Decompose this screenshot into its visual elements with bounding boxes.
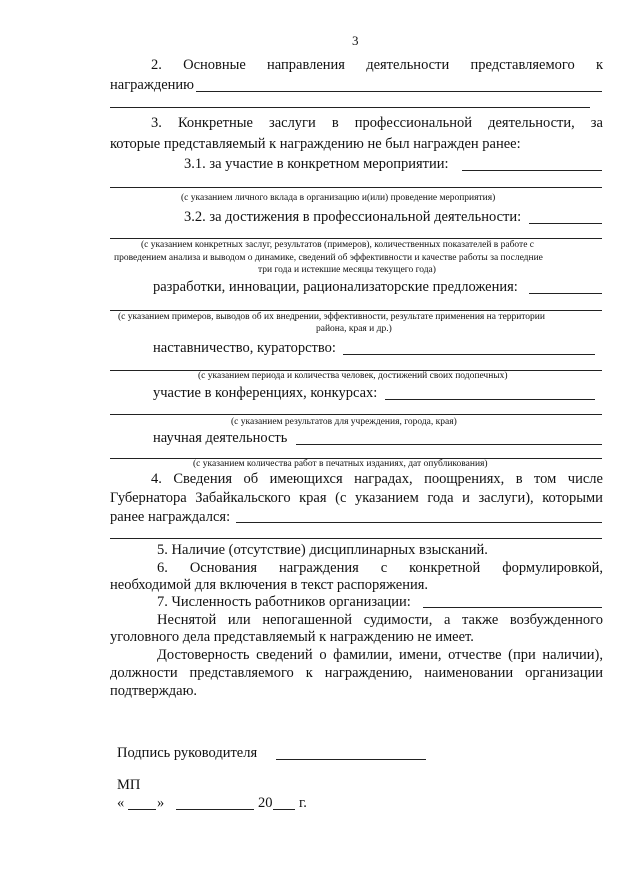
- conviction-word: или: [227, 612, 251, 628]
- section-4-continuation: ранее награждался:: [110, 509, 231, 525]
- section-4-word: том: [534, 471, 557, 487]
- section-6-word: формулировкой,: [502, 560, 603, 576]
- section-2-word: представляемого: [470, 57, 575, 73]
- section-4-answer-line[interactable]: [110, 538, 602, 539]
- section-3-word: в: [331, 115, 339, 131]
- item-research-label: научная деятельность: [153, 430, 288, 446]
- item-3-2-answer-line[interactable]: [529, 223, 602, 224]
- section-4-line: [151, 472, 603, 487]
- section-6-word: награждения: [278, 560, 359, 576]
- item-3-2-label: 3.2. за достижения в профессиональной деятельности:: [184, 209, 522, 225]
- section-4-number: 4.: [151, 471, 162, 487]
- section-4-word: Забайкальского: [195, 490, 291, 506]
- conviction-line: [157, 613, 603, 628]
- confirmation-word: сведений: [256, 647, 313, 663]
- confirmation-word: о: [319, 647, 327, 663]
- conviction-word: судимости,: [363, 612, 433, 628]
- section-6-word: Основания: [189, 560, 258, 576]
- item-conferences-label: участие в конференциях, конкурсах:: [153, 385, 378, 401]
- item-conferences-answer-line[interactable]: [110, 414, 602, 415]
- section-4-word: числе: [567, 471, 603, 487]
- section-7-answer-line[interactable]: [423, 607, 602, 608]
- item-mentoring-note: (с указанием периода и количества человек, достижений своих подопечных): [198, 371, 508, 381]
- item-innovations-answer-line[interactable]: [529, 293, 602, 294]
- item-3-2-note: (с указанием конкретных заслуг, результатов (примеров), количественных показателей в работе с: [141, 240, 535, 250]
- section-4-word: которыми: [542, 490, 603, 506]
- section-4-word: Губернатора: [110, 490, 187, 506]
- date-close-quote: »: [157, 795, 165, 811]
- section-6-number: 6.: [157, 560, 168, 576]
- item-innovations-label: разработки, инновации, рационализаторские предложения:: [153, 279, 518, 295]
- section-4-word: наградах,: [354, 471, 413, 487]
- item-conferences-note: (с указанием результатов для учреждения, города, края): [231, 417, 457, 427]
- section-4-word: указанием: [354, 490, 419, 506]
- confirmation-word: фамилии,: [333, 647, 393, 663]
- confirmation-word: организации: [525, 665, 603, 681]
- conviction-word: возбужденного: [509, 612, 603, 628]
- section-3-number: 3.: [151, 115, 162, 131]
- section-2-number: 2.: [151, 57, 162, 73]
- confirmation-word: наименовании: [424, 665, 514, 681]
- confirmation-word: отчестве: [448, 647, 502, 663]
- section-2-word: к: [595, 57, 603, 73]
- section-4-word: и: [462, 490, 470, 506]
- section-2-continuation: награждению: [110, 77, 195, 93]
- conviction-word: а: [443, 612, 451, 628]
- section-6-word: с: [380, 560, 388, 576]
- section-2-word: направления: [267, 57, 345, 73]
- item-innovations-note: (с указанием примеров, выводов об их внедрении, эффективности, результате применения на территории: [118, 312, 545, 322]
- section-6-continuation: необходимой для включения в текст распоряжения.: [110, 577, 429, 593]
- section-4-word: в: [515, 471, 523, 487]
- section-5-text: 5. Наличие (отсутствие) дисциплинарных взысканий.: [157, 542, 488, 558]
- signature-label: Подпись руководителя: [117, 745, 258, 761]
- item-mentoring-answer-line[interactable]: [343, 354, 595, 355]
- section-4-line: [110, 491, 603, 506]
- conviction-word: непогашенной: [262, 612, 353, 628]
- confirmation-word: Достоверность: [157, 647, 250, 663]
- confirmation-end: подтверждаю.: [110, 683, 198, 699]
- confirmation-word: представляемого: [189, 665, 294, 681]
- item-3-2-answer-line[interactable]: [110, 238, 602, 239]
- item-conferences-answer-line[interactable]: [385, 399, 595, 400]
- section-3-word: профессиональной: [354, 115, 473, 131]
- section-3-continuation: которые представляемый к награждению не был награжден ранее:: [110, 136, 521, 152]
- conviction-word: также: [462, 612, 499, 628]
- section-4-word: имеющихся: [269, 471, 343, 487]
- section-7-label: 7. Численность работников организации:: [157, 594, 411, 610]
- confirmation-line: [110, 666, 603, 681]
- section-2-line: [151, 58, 603, 73]
- item-3-1-note: (с указанием личного вклада в организацию и(или) проведение мероприятия): [181, 193, 496, 203]
- date-year-prefix: 20: [258, 795, 273, 811]
- section-6-word: конкретной: [409, 560, 481, 576]
- confirmation-word: к: [305, 665, 313, 681]
- item-innovations-answer-line[interactable]: [110, 310, 602, 311]
- date-year-line[interactable]: [273, 809, 295, 810]
- section-3-word: за: [590, 115, 603, 131]
- confirmation-word: наличии),: [542, 647, 603, 663]
- stamp-label: МП: [117, 777, 141, 793]
- confirmation-word: награждению,: [324, 665, 413, 681]
- item-3-1-answer-line[interactable]: [110, 187, 602, 188]
- item-3-2-note: три года и истекшие месяцы текущего года): [258, 265, 436, 275]
- section-6-line: [157, 561, 603, 576]
- date-day-line[interactable]: [128, 809, 156, 810]
- item-3-1-label: 3.1. за участие в конкретном мероприятии:: [184, 156, 449, 172]
- section-4-word: поощрениях,: [424, 471, 505, 487]
- section-2-answer-line[interactable]: [196, 91, 602, 92]
- section-3-line: [151, 116, 603, 131]
- signature-line[interactable]: [276, 759, 426, 760]
- confirmation-word: (при: [508, 647, 536, 663]
- item-3-1-answer-line[interactable]: [462, 170, 602, 171]
- section-2-word: деятельности: [366, 57, 450, 73]
- date-year-suffix: г.: [299, 795, 307, 811]
- section-2-answer-line[interactable]: [110, 107, 590, 108]
- section-4-word: (с: [335, 490, 347, 506]
- conviction-word: Неснятой: [157, 612, 217, 628]
- item-mentoring-label: наставничество, кураторство:: [153, 340, 336, 356]
- date-month-line[interactable]: [176, 809, 254, 810]
- item-innovations-note: района, края и др.): [316, 324, 392, 334]
- confirmation-word: должности: [110, 665, 178, 681]
- section-4-word: заслуги),: [478, 490, 534, 506]
- section-4-word: края: [299, 490, 327, 506]
- section-4-answer-line[interactable]: [236, 522, 602, 523]
- date-open-quote: «: [117, 795, 125, 811]
- section-4-word: об: [243, 471, 259, 487]
- section-3-word: заслуги: [268, 115, 316, 131]
- page-number: 3: [352, 33, 359, 48]
- section-3-word: Конкретные: [177, 115, 253, 131]
- confirmation-word: имени,: [398, 647, 442, 663]
- conviction-continuation: уголовного дела представляемый к награждению не имеет.: [110, 629, 474, 645]
- section-4-word: Сведения: [173, 471, 233, 487]
- item-research-answer-line[interactable]: [296, 444, 602, 445]
- item-3-2-note: проведением анализа и выводом о динамике, сведений об эффективности и качестве работы за последние: [114, 253, 543, 263]
- confirmation-line: [157, 648, 603, 663]
- item-research-note: (с указанием количества работ в печатных изданиях, дат опубликования): [193, 459, 488, 469]
- section-3-word: деятельности,: [488, 115, 575, 131]
- section-2-word: Основные: [183, 57, 246, 73]
- section-4-word: года: [427, 490, 454, 506]
